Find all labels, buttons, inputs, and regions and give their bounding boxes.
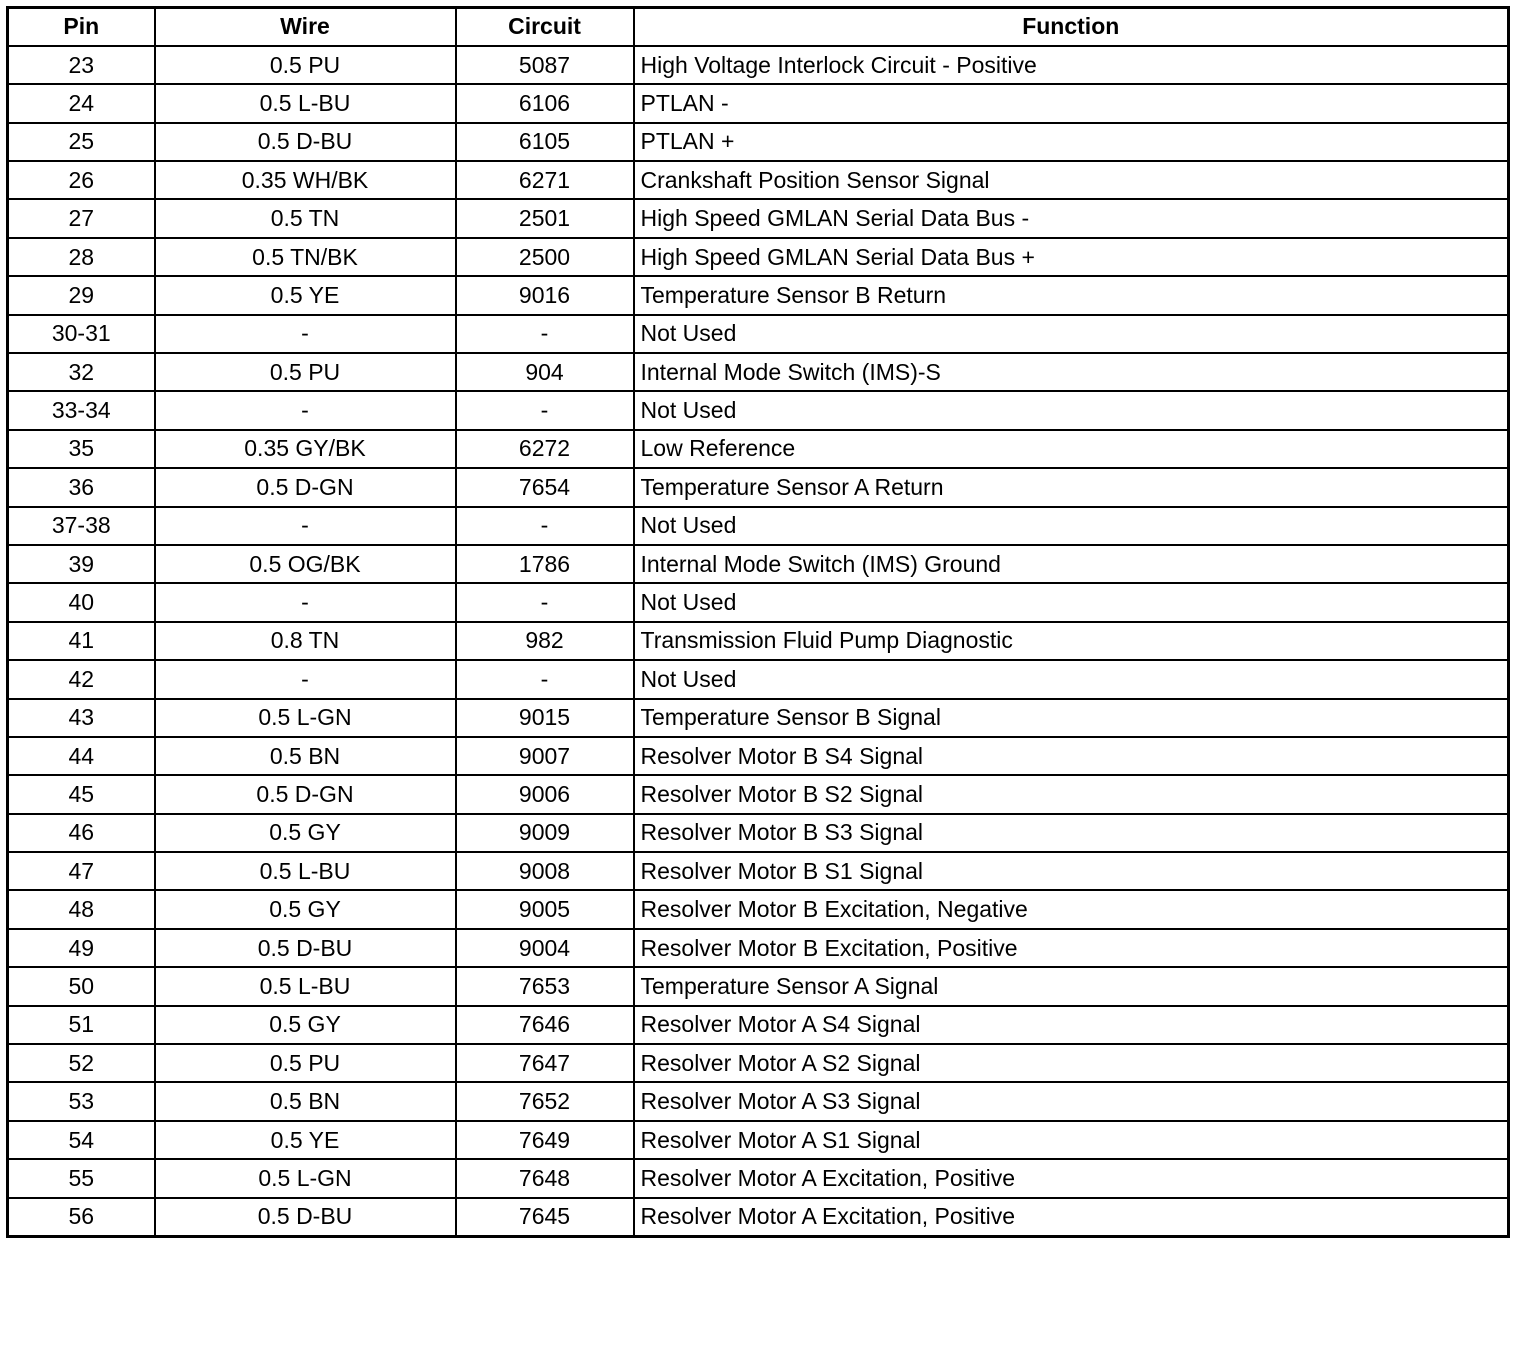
wire-cell: 0.5 PU [155,46,456,84]
wire-cell: 0.5 YE [155,1121,456,1159]
wire-cell: 0.5 BN [155,1082,456,1120]
table-row [8,46,1509,84]
function-cell: Temperature Sensor A Return [634,468,1509,506]
table-row [8,315,1509,353]
table-row [8,967,1509,1005]
function-cell: Resolver Motor A Excitation, Positive [634,1159,1509,1197]
function-cell: Low Reference [634,430,1509,468]
table-body [8,46,1509,1236]
table-row [8,929,1509,967]
circuit-cell: 9007 [456,737,634,775]
function-cell: Resolver Motor B S1 Signal [634,852,1509,890]
pin-cell: 51 [8,1006,155,1044]
pin-cell: 24 [8,84,155,122]
pin-cell: 32 [8,353,155,391]
table-row [8,1006,1509,1044]
table-row [8,353,1509,391]
circuit-cell: 7652 [456,1082,634,1120]
table-row [8,622,1509,660]
table-row [8,545,1509,583]
function-cell: High Voltage Interlock Circuit - Positive [634,46,1509,84]
pin-cell: 26 [8,161,155,199]
circuit-cell: - [456,583,634,621]
pin-cell: 50 [8,967,155,1005]
wire-cell: 0.5 L-BU [155,967,456,1005]
circuit-cell: 9004 [456,929,634,967]
pin-cell: 28 [8,238,155,276]
function-cell: Resolver Motor A S3 Signal [634,1082,1509,1120]
circuit-cell: 5087 [456,46,634,84]
circuit-cell: 9008 [456,852,634,890]
table-row [8,852,1509,890]
table-row [8,276,1509,314]
function-cell: Resolver Motor B Excitation, Negative [634,890,1509,928]
function-cell: Resolver Motor B S2 Signal [634,775,1509,813]
table-row [8,583,1509,621]
wire-cell: 0.5 D-GN [155,468,456,506]
wire-cell: - [155,391,456,429]
function-cell: Resolver Motor A S4 Signal [634,1006,1509,1044]
function-cell: Not Used [634,507,1509,545]
circuit-cell: 982 [456,622,634,660]
pin-cell: 52 [8,1044,155,1082]
wire-cell: 0.5 TN [155,199,456,237]
pin-cell: 37-38 [8,507,155,545]
table-row [8,391,1509,429]
connector-pinout-table [6,6,1510,1238]
function-cell: Not Used [634,583,1509,621]
header-wire: Wire [155,8,456,46]
pin-cell: 47 [8,852,155,890]
wire-cell: 0.5 D-BU [155,929,456,967]
function-cell: Temperature Sensor A Signal [634,967,1509,1005]
pin-cell: 46 [8,814,155,852]
table-row [8,737,1509,775]
wire-cell: - [155,507,456,545]
circuit-cell: - [456,507,634,545]
wire-cell: 0.5 D-BU [155,123,456,161]
table-row [8,84,1509,122]
circuit-cell: 7645 [456,1198,634,1236]
function-cell: Transmission Fluid Pump Diagnostic [634,622,1509,660]
pin-cell: 45 [8,775,155,813]
wire-cell: 0.5 GY [155,890,456,928]
function-cell: Temperature Sensor B Signal [634,699,1509,737]
wire-cell: 0.5 L-GN [155,1159,456,1197]
circuit-cell: - [456,315,634,353]
header-row [8,8,1509,46]
wire-cell: 0.35 WH/BK [155,161,456,199]
wire-cell: - [155,660,456,698]
wire-cell: 0.5 PU [155,1044,456,1082]
function-cell: PTLAN + [634,123,1509,161]
wire-cell: 0.5 D-GN [155,775,456,813]
function-cell: Resolver Motor A Excitation, Positive [634,1198,1509,1236]
function-cell: Not Used [634,315,1509,353]
circuit-cell: 9016 [456,276,634,314]
circuit-cell: 2500 [456,238,634,276]
function-cell: Resolver Motor B Excitation, Positive [634,929,1509,967]
function-cell: Temperature Sensor B Return [634,276,1509,314]
table-row [8,1159,1509,1197]
pin-cell: 42 [8,660,155,698]
pin-cell: 41 [8,622,155,660]
pin-cell: 49 [8,929,155,967]
pin-cell: 43 [8,699,155,737]
table-row [8,507,1509,545]
table-row [8,238,1509,276]
pin-cell: 39 [8,545,155,583]
wire-cell: 0.5 GY [155,1006,456,1044]
pin-cell: 33-34 [8,391,155,429]
function-cell: High Speed GMLAN Serial Data Bus - [634,199,1509,237]
table-row [8,468,1509,506]
table-row [8,161,1509,199]
header-circuit: Circuit [456,8,634,46]
wire-cell: - [155,583,456,621]
pin-cell: 23 [8,46,155,84]
pin-cell: 53 [8,1082,155,1120]
function-cell: PTLAN - [634,84,1509,122]
function-cell: Not Used [634,660,1509,698]
wire-cell: 0.5 TN/BK [155,238,456,276]
function-cell: Resolver Motor A S1 Signal [634,1121,1509,1159]
pin-cell: 25 [8,123,155,161]
table-row [8,199,1509,237]
pin-cell: 55 [8,1159,155,1197]
function-cell: Not Used [634,391,1509,429]
table-row [8,123,1509,161]
pin-cell: 40 [8,583,155,621]
pin-cell: 54 [8,1121,155,1159]
circuit-cell: 6271 [456,161,634,199]
function-cell: Resolver Motor B S4 Signal [634,737,1509,775]
header-function: Function [634,8,1509,46]
pin-cell: 30-31 [8,315,155,353]
circuit-cell: 6105 [456,123,634,161]
circuit-cell: 7648 [456,1159,634,1197]
wire-cell: 0.5 L-GN [155,699,456,737]
circuit-cell: 1786 [456,545,634,583]
wire-cell: 0.5 D-BU [155,1198,456,1236]
function-cell: Resolver Motor A S2 Signal [634,1044,1509,1082]
function-cell: Resolver Motor B S3 Signal [634,814,1509,852]
wire-cell: 0.5 PU [155,353,456,391]
circuit-cell: 6106 [456,84,634,122]
pin-cell: 48 [8,890,155,928]
table-row [8,1198,1509,1236]
circuit-cell: 7654 [456,468,634,506]
function-cell: Crankshaft Position Sensor Signal [634,161,1509,199]
wire-cell: 0.35 GY/BK [155,430,456,468]
function-cell: Internal Mode Switch (IMS)-S [634,353,1509,391]
pin-cell: 35 [8,430,155,468]
wire-cell: 0.5 GY [155,814,456,852]
table-row [8,775,1509,813]
circuit-cell: 7646 [456,1006,634,1044]
wire-cell: 0.5 L-BU [155,852,456,890]
circuit-cell: 9005 [456,890,634,928]
table-row [8,430,1509,468]
circuit-cell: 9015 [456,699,634,737]
header-pin: Pin [8,8,155,46]
circuit-cell: 904 [456,353,634,391]
circuit-cell: - [456,391,634,429]
table-row [8,699,1509,737]
table-row [8,1044,1509,1082]
function-cell: Internal Mode Switch (IMS) Ground [634,545,1509,583]
wire-cell: 0.8 TN [155,622,456,660]
table-row [8,1082,1509,1120]
wire-cell: 0.5 L-BU [155,84,456,122]
circuit-cell: 9006 [456,775,634,813]
circuit-cell: 2501 [456,199,634,237]
circuit-cell: - [456,660,634,698]
circuit-cell: 6272 [456,430,634,468]
function-cell: High Speed GMLAN Serial Data Bus + [634,238,1509,276]
circuit-cell: 7653 [456,967,634,1005]
wire-cell: - [155,315,456,353]
pin-cell: 29 [8,276,155,314]
circuit-cell: 9009 [456,814,634,852]
table-row [8,660,1509,698]
pin-cell: 56 [8,1198,155,1236]
table-row [8,814,1509,852]
wire-cell: 0.5 YE [155,276,456,314]
pin-cell: 36 [8,468,155,506]
circuit-cell: 7649 [456,1121,634,1159]
wire-cell: 0.5 OG/BK [155,545,456,583]
circuit-cell: 7647 [456,1044,634,1082]
pin-cell: 27 [8,199,155,237]
table-row [8,1121,1509,1159]
table-row [8,890,1509,928]
wire-cell: 0.5 BN [155,737,456,775]
pin-cell: 44 [8,737,155,775]
